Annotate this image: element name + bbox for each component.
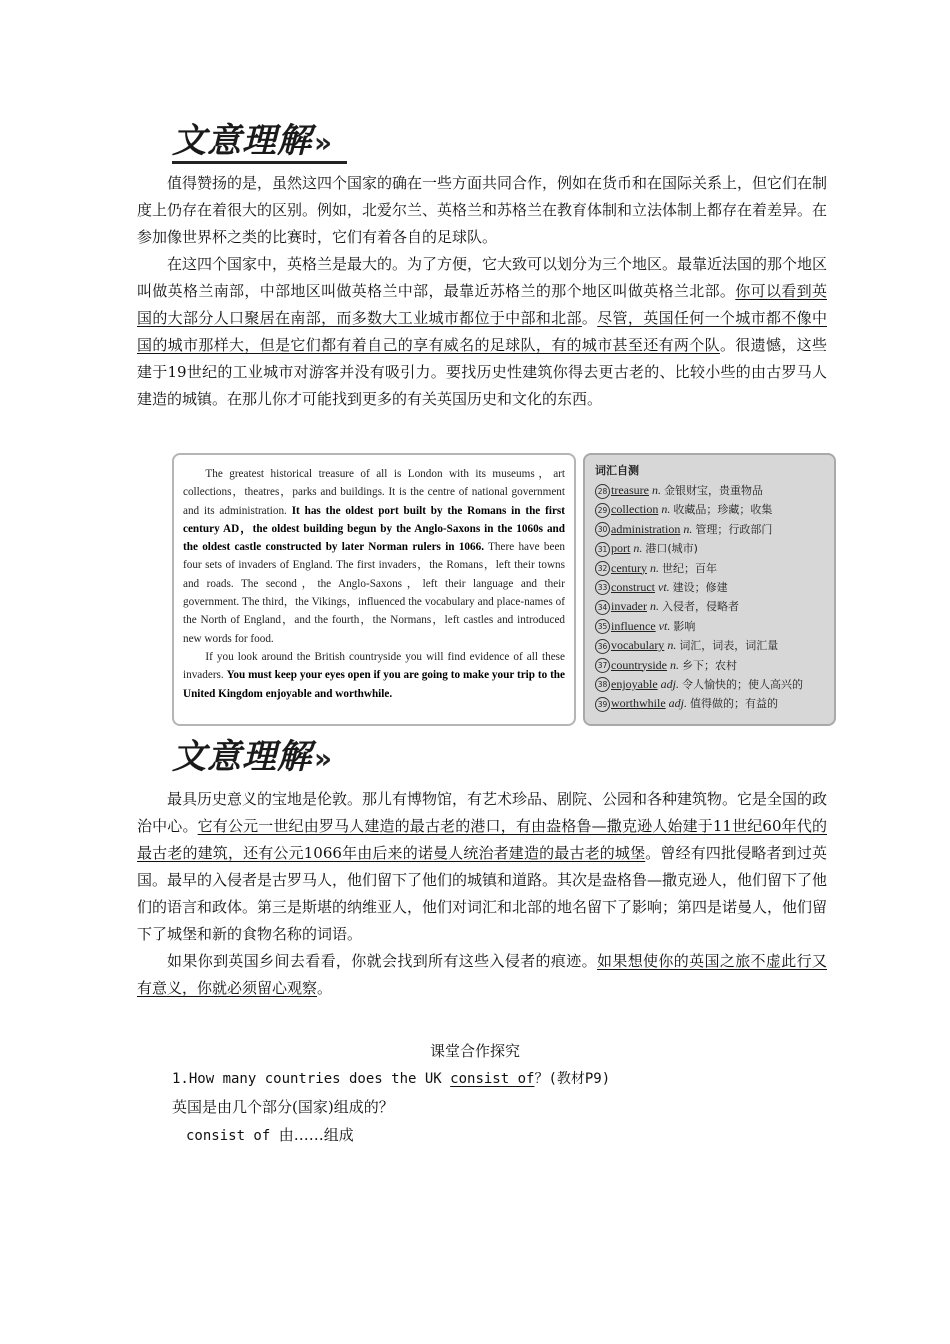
part-of-speech: adj. [668,696,687,711]
vocabulary-item [595,656,824,675]
vocabulary-word: invader [611,599,647,614]
paragraph [183,465,565,648]
text-segment: 值得赞扬的是，虽然这四个国家的确在一些方面共同合作，例如在货币和在国际关系上，但它们在制度上仍存在着很大的区别。例如，北爱尔兰、英格兰和苏格兰在教育体制和立法体制上都存在着差异。在参加像世界杯之类的比赛时，它们有着各自的足球队。 [137,174,828,246]
vocabulary-item [595,539,824,558]
vocabulary-item [595,636,824,655]
paragraph [183,648,565,703]
word-meaning: 词汇，词表，词汇量 [679,639,779,653]
item-number-badge: 32 [595,561,610,576]
text-segment: If you look around the British countryside you will find evidence of all these invaders. [183,650,565,682]
vocabulary-word: administration [611,521,681,536]
question-1-phrase: consist of [450,1071,535,1087]
item-number-badge: 30 [595,522,610,537]
word-meaning: 乡下；农村 [682,658,737,672]
section-header-2 [172,736,367,778]
term-meaning: 由……组成 [278,1126,354,1144]
word-meaning: 值得做的；有益的 [690,697,778,711]
part-of-speech: n. [683,521,693,536]
vocabulary-word: treasure [611,483,649,497]
item-number-badge: 34 [595,600,610,615]
word-meaning: 影响 [673,619,696,633]
item-number-badge: 38 [595,677,610,692]
part-of-speech: n. [661,502,671,517]
bold-text: It has the oldest port built by the Romans in the first century AD，the oldest building begun by the Anglo-Saxons in the 1060s and the oldest castle constructed by later Norman rulers in 1066. [183,504,565,554]
text-segment: 。曾经有四批侵略者到过英国。最早的入侵者是古罗马人，他们留下了他们的城镇和道路。其次是盎格鲁—撒克逊人，他们留下了他们的语言和政体。第三是斯堪的纳维亚人，他们对词汇和北部的地名留下了影响；第四是诺曼人，他们留下了城堡和新的食物名称的词语。 [137,844,828,943]
vocabulary-item [595,617,824,636]
section-header-text: 文意理解 [172,737,312,777]
vocabulary-word: worthwhile [611,696,666,711]
text-segment: The greatest historical treasure of all is London with its museums，art collections，theatres，parks and buildings. It is the centre of national government and its administration. [183,468,565,517]
item-number-badge: 29 [595,503,610,518]
question-1 [172,1068,610,1088]
item-number-badge: 35 [595,619,610,634]
term-line [186,1124,354,1145]
vocabulary-item [595,481,824,500]
text-segment: 。 [581,309,598,327]
vocabulary-item [595,559,824,578]
vocabulary-word: enjoyable [611,676,658,691]
item-number-badge: 37 [595,658,610,673]
vocabulary-word: countryside [611,657,667,672]
text-segment: 。很遗憾，这些建于19世纪的工业城市对游客并没有吸引力。要找历史性建筑你得去更古老的、比较小些的由古罗马人建造的城镇。在那儿你才可能找到更多的有关英国历史和文化的东西。 [137,336,827,408]
vocabulary-word: vocabulary [611,638,665,653]
underlined-text: 你可以看到英国的大部分人口聚居在南部，而多数大工业城市都位于中部和北部 [137,282,827,327]
vocabulary-title: 词汇自测 [595,464,639,477]
word-meaning: 世纪；百年 [661,561,717,575]
item-number-badge: 39 [595,697,610,712]
question-1-chinese: 英国是由几个部分(国家)组成的？ [172,1098,394,1116]
part-of-speech: n. [670,657,679,672]
part-of-speech: adj. [660,676,679,691]
translation-text-2 [137,786,827,1002]
item-number-badge: 36 [595,639,610,654]
part-of-speech: n. [651,483,661,497]
word-meaning: 入侵者，侵略者 [661,600,739,614]
text-segment: There have been four sets of invaders of England. The first invaders，the Romans，left their towns and roads. The second，the Anglo-Saxons，left their language and their government. The third，the Vikings，influenced the vocabulary and place-names of the North of England，and the fourth，the Normans，left castles and introduced new words for food. [183,541,565,645]
chevron-icon: » [314,742,333,775]
vocabulary-box [583,453,836,726]
section-header-text: 文意理解 [172,121,312,161]
text-segment: 在这四个国家中，英格兰是最大的。为了方便，它大致可以划分为三个地区。最靠近法国的那个地区叫做英格兰南部，中部地区叫做英格兰中部，最靠近苏格兰的那个地区叫做英格兰北部。 [137,255,828,300]
underlined-text: 它有公元一世纪由罗马人建造的最古老的港口，有由盎格鲁—撒克逊人始建于11世纪60年代的最古老的建筑，还有公元1066年由后来的诺曼人统治者建造的最古老的城堡 [137,817,827,862]
part-of-speech: n. [667,638,677,653]
item-number-badge: 28 [595,484,610,499]
vocabulary-word: construct [611,579,655,594]
item-number-badge: 31 [595,542,610,557]
vocabulary-item [595,578,824,597]
translation-text-1 [137,170,827,413]
vocabulary-word: port [611,541,631,556]
bold-text: You must keep your eyes open if you are going to make your trip to the United Kingdom enjoyable and worthwhile. [183,669,565,700]
text-segment: 如果你到英国乡间去看看，你就会找到所有这些入侵者的痕迹。 [167,952,597,970]
word-meaning: 港口(城市) [645,542,698,556]
english-passage-box [172,453,576,726]
vocabulary-item [595,675,824,694]
vocabulary-item [595,520,824,539]
item-number-badge: 33 [595,580,610,595]
part-of-speech: vt. [658,618,671,633]
text-segment: 。 [317,979,333,997]
chevron-icon: » [314,126,333,159]
vocabulary-item [595,597,824,616]
vocabulary-item [595,500,824,519]
underlined-text: 尽管，英国任何一个城市都不像中国的城市那样大，但是它们都有着自己的享有威名的足球队，有的城市甚至还有两个队 [137,309,827,354]
paragraph [137,948,827,1002]
term: consist of [186,1128,271,1144]
classroom-title: 课堂合作探究 [429,1042,520,1060]
vocabulary-list [595,481,824,714]
part-of-speech: n. [649,599,659,614]
word-meaning: 管理；行政部门 [695,522,773,536]
word-meaning: 令人愉快的；使人高兴的 [682,677,803,691]
part-of-speech: n. [649,560,659,575]
paragraph [137,170,827,251]
text-segment: 最具历史意义的宝地是伦敦。那儿有博物馆，有艺术珍品、剧院、公园和各种建筑物。它是全国的政治中心。 [137,790,828,835]
word-meaning: 收藏品；珍藏；收集 [673,503,773,517]
word-meaning: 金银财宝，贵重物品 [663,484,763,497]
header-underline [172,161,347,164]
question-1-prefix: 1.How many countries does the UK [172,1071,451,1087]
vocabulary-word: influence [611,618,656,633]
paragraph [137,786,827,948]
vocabulary-item [595,694,824,713]
part-of-speech: n. [633,541,643,556]
vocabulary-word: collection [611,502,659,517]
vocabulary-word: century [611,560,647,575]
section-header-1 [172,120,367,162]
word-meaning: 建设；修建 [672,580,728,594]
underlined-text: 如果想使你的英国之旅不虚此行又有意义，你就必须留心观察 [137,952,827,997]
part-of-speech: vt. [658,579,670,594]
question-1-suffix: ？(教材P9) [534,1071,611,1087]
paragraph [137,251,827,413]
